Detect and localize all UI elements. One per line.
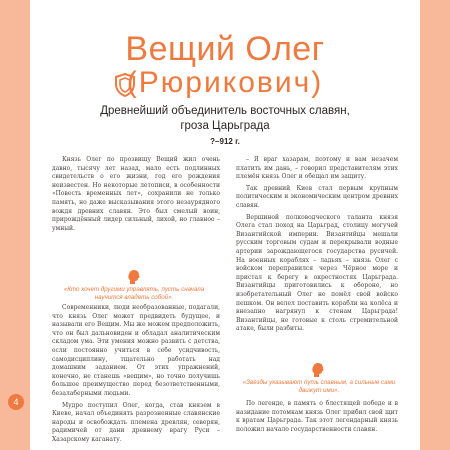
quote-1: «Кто хочет другими управлять, пусть сначала научится владеть собой». — [63, 286, 205, 301]
left-column-bottom — [52, 304, 220, 445]
left-column-top — [52, 156, 220, 233]
right-column-bottom — [236, 400, 398, 434]
right-para-4: По легенде, в память о блестящей победе и в назидание потомкам князь Олег прибил свой щит к вратам Царьграда. Так этот легендарный князь положил начало государственности славян. — [236, 400, 398, 433]
subtitle-line2: гроза Царьграда — [180, 120, 270, 132]
head-profile-icon — [128, 270, 140, 284]
right-para-2: Так древний Киев стал первым крупным политическим и экономическим центром древних славян. — [236, 184, 398, 209]
page-number: 4 — [8, 394, 24, 410]
book-page — [30, 0, 420, 450]
page-title-line2: (Рюрикович) — [126, 66, 324, 99]
years-label: ?–912 г. — [210, 137, 240, 146]
head-profile-icon — [312, 363, 324, 377]
page-subtitle — [30, 104, 420, 134]
left-page-edge — [0, 0, 30, 450]
quote-2: «Звёзды указывают путь славным, а сильные сами движут ими». — [242, 379, 396, 394]
page-title-line1: Вещий Олег — [125, 30, 325, 68]
right-para-1: – Я враг хазарам, поэтому и вам незачем платить им дань, – говорил представителям этих племён князь Олег и обещал им защиту. — [236, 156, 398, 181]
right-column — [236, 156, 398, 334]
subtitle-line1: Древнейший объединитель восточных славян, — [100, 105, 350, 117]
left-para-1: Князь Олег по прозвищу Вещий жил очень давно, тысячу лет назад, мало есть подлинных свидетельств о его жизни, год его рождения неизвестен. Но некоторые летописи, в особенности «Повесть временных лет», сохранили не только память, но даже высказывания этого незаурядного вождя древних славян. Это был смелый воин, прирождённый лидер сильный, лихой, но главное – умный. — [52, 156, 220, 232]
right-page-edge — [420, 0, 450, 450]
left-para-3: Мудро поступил Олег, когда, став князем в Киеве, начал объединять разрозненные славянские народы и освобождать племена древлян, северян, радимичей от дани древнему врагу Руси – Хазарскому каганату. — [52, 401, 220, 443]
left-para-2: Современники, люди необразованные, подагали, что князь Олег может предвидеть будущее, и называли его Вещим. Мы же можем предположить, что он был дальновиден и обладал аналитическим складом ума. Эти умения можно развить с детства, если постоянно учиться в себе усидчивость, самодисциплину, тщательно работать над домашним заданием. От этих упражнений, конечно, не станешь «вещим», но точно получишь большое преимущество перед безответственными, безалаберными людьми. — [52, 304, 220, 397]
right-para-3: Вершиной полководческого таланта князя Олега стал поход на Царьград, столицу могучей Византийской империи. Византийцы мешали русским торговым судам и перекрывали водные артерии зарождающегося государства русичей. На военных кораблях – ладьях – князь Олег с войском переправился через Чёрное море и пристал к берегу в окрестностях Царьграда. Византийцы приготовились к обороне, но изобретательный Олег не помёл свой войско пешком. Он велел поставить корабли на колёса и внезапно нагрянул к стенам Царьграда! Византийцы, не готовые к столь стремительной атаке, были разбиты. — [236, 213, 398, 333]
